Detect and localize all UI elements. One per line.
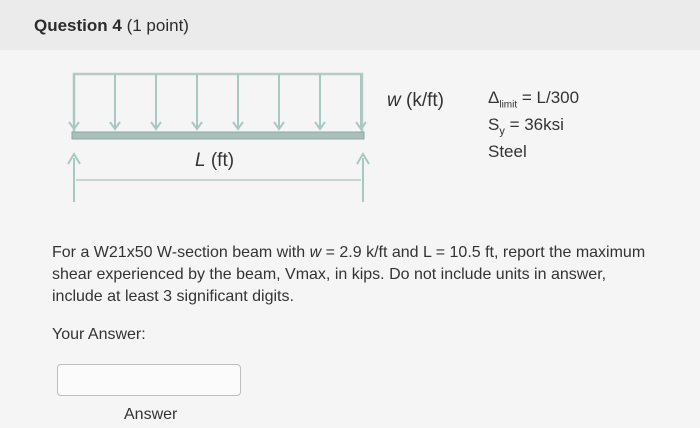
- length-symbol: L: [195, 150, 206, 171]
- problem-text-part2: = 2.9 k/ft and L = 10.5 ft, report the maximum shear experienced by the beam, Vmax, in kips. Do not include units in answer, include at least 3 significant digits.: [52, 244, 646, 305]
- beam-diagram: [60, 62, 380, 212]
- delta-value: = L/300: [517, 88, 580, 107]
- delta-subscript: limit: [499, 99, 518, 111]
- load-label: [387, 90, 444, 112]
- given-values: [488, 88, 579, 162]
- load-arrows: [69, 74, 366, 129]
- sy-symbol: S: [488, 115, 500, 135]
- problem-w-symbol: w: [309, 244, 322, 261]
- answer-input[interactable]: [57, 364, 241, 396]
- answer-caption: Answer: [124, 406, 178, 423]
- question-title: [34, 16, 189, 36]
- question-header: [0, 0, 700, 50]
- deflection-limit: [488, 88, 579, 115]
- problem-statement: [52, 242, 652, 308]
- question-number: Question 4: [34, 16, 122, 35]
- yield-stress: [488, 115, 579, 141]
- delta-symbol: Δ: [488, 88, 500, 107]
- length-units: (ft): [205, 150, 235, 171]
- question-points: (1 point): [126, 16, 189, 35]
- load-symbol: w: [387, 90, 401, 111]
- length-label: [195, 150, 234, 172]
- beam: [72, 132, 364, 139]
- load-units: (k/ft): [400, 90, 445, 111]
- your-answer-label: Your Answer:: [52, 326, 146, 343]
- material-label: Steel: [488, 141, 527, 161]
- problem-text-part1: For a W21x50 W-section beam with: [52, 244, 310, 261]
- sy-subscript: y: [499, 125, 505, 138]
- sy-value: = 36ksi: [504, 115, 564, 135]
